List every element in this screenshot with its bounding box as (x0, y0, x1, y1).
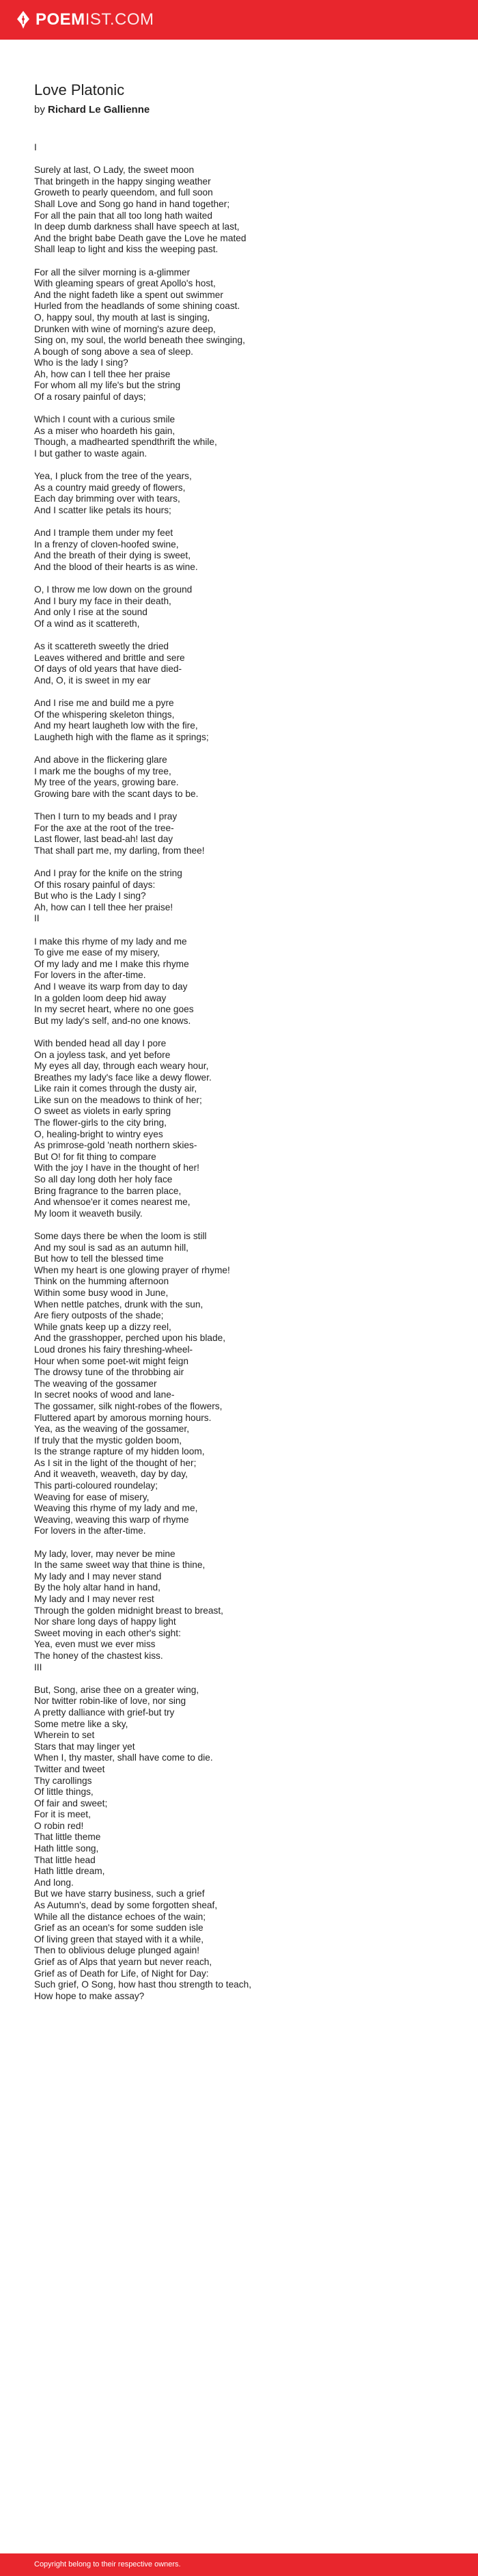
poem-line: Hour when some poet-wit might feign (34, 1355, 188, 1366)
poem-line: My lady and I may never stand (34, 1571, 162, 1582)
poem-line: That bringeth in the happy singing weather (34, 176, 211, 187)
poem-stanza (34, 641, 451, 686)
poem-line: I make this rhyme of my lady and me (34, 936, 187, 947)
poem-line: And I trample them under my feet (34, 528, 173, 539)
poem-line: When my heart is one glowing prayer of rhyme! (34, 1264, 230, 1275)
poem-stanza (34, 698, 451, 743)
poem-line: My tree of the years, growing bare. (34, 777, 179, 788)
poem-line: And I bury my face in their death, (34, 595, 171, 606)
poem-line: Last flower, last bead-ah! last day (34, 834, 173, 845)
poem-line: Stars that may linger yet (34, 1741, 135, 1752)
poem-line: While gnats keep up a dizzy reel, (34, 1321, 171, 1332)
poem-stanza (34, 142, 451, 154)
poem-line: Though, a madhearted spendthrift the while, (34, 437, 217, 448)
poem-line: In deep dumb darkness shall have speech at last, (34, 221, 240, 232)
poem-line: My lady and I may never rest (34, 1594, 154, 1604)
poem-line: In my secret heart, where no one goes (34, 1004, 194, 1015)
poem-stanza (34, 1549, 451, 1674)
poem-body (34, 142, 451, 2002)
poem-line: My loom it weaveth busily. (34, 1208, 143, 1219)
poem-line: In a golden loom deep hid away (34, 992, 167, 1003)
poem-line: And only I rise at the sound (34, 607, 147, 618)
poem-line: O, healing-bright to wintry eyes (34, 1128, 163, 1139)
poem-line: Shall Love and Song go hand in hand together; (34, 198, 230, 209)
poem-line: And the breath of their dying is sweet, (34, 550, 191, 561)
poem-line: The gossamer, silk night-robes of the flowers, (34, 1400, 223, 1411)
poem-line: Of the whispering skeleton things, (34, 709, 175, 720)
poem-line: Grief as an ocean's for some sudden isle (34, 1923, 203, 1934)
poem-line: Nor share long days of happy light (34, 1616, 176, 1627)
poem-line: The weaving of the gossamer (34, 1378, 157, 1389)
poem-line: Is the strange rapture of my hidden loom, (34, 1446, 205, 1457)
poem-line: Like sun on the meadows to think of her; (34, 1094, 202, 1105)
poem-line: Fluttered apart by amorous morning hours. (34, 1412, 212, 1423)
poem-line: Sweet moving in each other's sight: (34, 1627, 181, 1638)
poem-line: As a country maid greedy of flowers, (34, 482, 186, 493)
poem-line: Are fiery outposts of the shade; (34, 1310, 164, 1321)
poem-line: Loud drones his fairy threshing-wheel- (34, 1344, 193, 1355)
poem-line: The honey of the chastest kiss. (34, 1650, 163, 1661)
poem-line: How hope to make assay? (34, 1990, 145, 2001)
poem-line: As primrose-gold 'neath northern skies- (34, 1140, 197, 1151)
poem-line: Shall leap to light and kiss the weeping past. (34, 244, 219, 255)
poem-line: I mark me the boughs of my tree, (34, 765, 171, 776)
poem-line: Hurled from the headlands of some shining coast. (34, 301, 240, 312)
poem-line: Of fair and sweet; (34, 1798, 108, 1808)
author-link[interactable]: Richard Le Gallienne (48, 104, 150, 116)
poem-line: Hath little dream, (34, 1866, 105, 1877)
poem-line: Grief as of Death for Life, of Night for Day: (34, 1968, 209, 1979)
poem-line: Yea, I pluck from the tree of the years, (34, 471, 192, 482)
poem-line: Weaving for ease of misery, (34, 1491, 150, 1502)
poem-line: And I pray for the knife on the string (34, 868, 182, 878)
poem-line: With gleaming spears of great Apollo's host, (34, 278, 216, 289)
poem-line: But how to tell the blessed time (34, 1253, 164, 1264)
poem-line: And it weaveth, weaveth, day by day, (34, 1469, 188, 1480)
poem-line: O sweet as violets in early spring (34, 1106, 171, 1117)
poem-line: II (34, 913, 40, 924)
poem-line: That little theme (34, 1832, 101, 1843)
poem-line: For the axe at the root of the tree- (34, 822, 174, 833)
poem-line: Yea, as the weaving of the gossamer, (34, 1424, 190, 1435)
poem-stanza (34, 414, 451, 459)
poem-line: For all the silver morning is a-glimmer (34, 267, 191, 277)
poem-line: As a miser who hoardeth his gain, (34, 425, 175, 436)
poem-line: I but gather to waste again. (34, 448, 147, 459)
poem-stanza (34, 811, 451, 856)
poem-line: Each day brimming over with tears, (34, 493, 180, 504)
poem-line: Of a wind as it scattereth, (34, 618, 140, 629)
poem-line: For it is meet, (34, 1809, 91, 1820)
poem-line: Breathes my lady's face like a dewy flower. (34, 1072, 212, 1083)
poem-line: Of a rosary painful of days; (34, 392, 146, 403)
poem-line: Growing bare with the scant days to be. (34, 788, 199, 799)
poem-line: Weaving this rhyme of my lady and me, (34, 1503, 198, 1514)
poem-line: On a joyless task, and yet before (34, 1049, 171, 1060)
poem-line: And the bright babe Death gave the Love he mated (34, 232, 247, 243)
poem-line: By the holy altar hand in hand, (34, 1582, 160, 1593)
poem-line: And I scatter like petals its hours; (34, 505, 171, 515)
poem-line: My eyes all day, through each weary hour, (34, 1061, 209, 1072)
poem-line: Thy carollings (34, 1775, 92, 1786)
poem-line: When I, thy master, shall have come to die. (34, 1752, 213, 1763)
poem-title: Love Platonic (34, 81, 125, 98)
poem-line: That little head (34, 1854, 96, 1865)
poem-line: Yea, even must we ever miss (34, 1639, 156, 1650)
poem-line: With bended head all day I pore (34, 1038, 167, 1048)
pen-nib-icon (15, 10, 31, 29)
poem-line: Who is the lady I sing? (34, 357, 128, 368)
poem-line: Then to oblivious deluge plunged again! (34, 1945, 199, 1956)
poem-line: As Autumn's, dead by some forgotten sheaf, (34, 1900, 218, 1911)
poem-line: But my lady's self, and-no one knows. (34, 1015, 191, 1026)
poem-line: Of days of old years that have died- (34, 664, 182, 675)
poem-line: Groweth to pearly queendom, and full soon (34, 187, 213, 198)
poem-line: But, Song, arise thee on a greater wing, (34, 1684, 199, 1695)
poem-line: That shall part me, my darling, from thee! (34, 845, 205, 856)
poem-line: Grief as of Alps that yearn but never reach, (34, 1957, 212, 1967)
poem-line: And I rise me and build me a pyre (34, 698, 174, 709)
poem-line: Like rain it comes through the dusty air, (34, 1083, 197, 1094)
poem-stanza (34, 755, 451, 800)
poem-line: To give me ease of my misery, (34, 947, 160, 958)
poem-line: Nor twitter robin-like of love, nor sing (34, 1696, 186, 1707)
poem-line: And long. (34, 1877, 74, 1888)
poem-line: I (34, 142, 37, 152)
poem-stanza (34, 267, 451, 403)
poem-line: Some metre like a sky, (34, 1718, 128, 1729)
poem-line: For all the pain that all too long hath waited (34, 210, 212, 221)
poem-line: Some days there be when the loom is still (34, 1231, 207, 1241)
poem-line: Laugheth high with the flame as it springs; (34, 731, 209, 742)
poem-line: Through the golden midnight breast to breast, (34, 1605, 223, 1616)
poem-line: Bring fragrance to the barren place, (34, 1185, 182, 1196)
copyright-notice: Copyright belong to their respective owners. (34, 2560, 181, 2568)
poem-line: Within some busy wood in June, (34, 1287, 169, 1298)
poem-line: As I sit in the light of the thought of her; (34, 1457, 197, 1468)
site-header (0, 0, 478, 40)
poem-line: Then I turn to my beads and I pray (34, 811, 178, 822)
poem-line: Ah, how can I tell thee her praise (34, 368, 171, 379)
poem-line: If truly that the mystic golden boom, (34, 1435, 182, 1446)
poem-line: Twitter and tweet (34, 1763, 105, 1774)
poem-line: Wherein to set (34, 1730, 95, 1741)
poem-line: For lovers in the after-time. (34, 970, 146, 981)
poem-line: As it scattereth sweetly the dried (34, 641, 169, 652)
poem-line: This parti-coloured roundelay; (34, 1480, 158, 1491)
poem-line: For whom all my life's but the string (34, 380, 181, 391)
poem-line: Which I count with a curious smile (34, 414, 175, 425)
poem-line: In a frenzy of cloven-hoofed swine, (34, 539, 179, 550)
poem-line: And my soul is sad as an autumn hill, (34, 1242, 188, 1253)
by-label: by (34, 104, 45, 116)
logo-text-bold: POEM (36, 10, 85, 29)
poem-line: The flower-girls to the city bring, (34, 1117, 167, 1128)
poem-line: III (34, 1662, 42, 1672)
poem-line: Sing on, my soul, the world beneath thee swinging, (34, 335, 245, 346)
poem-line: And I weave its warp from day to day (34, 981, 188, 992)
poem-line: And the blood of their hearts is as wine. (34, 561, 198, 572)
poem-line: With the joy I have in the thought of her! (34, 1163, 199, 1174)
poem-stanza (34, 1685, 451, 2003)
poem-line: The drowsy tune of the throbbing air (34, 1367, 184, 1378)
poem-line: In the same sweet way that thine is thine, (34, 1560, 206, 1571)
poem-line: Of my lady and me I make this rhyme (34, 958, 189, 969)
poem-line: Think on the humming afternoon (34, 1276, 169, 1287)
poem-line: Drunken with wine of morning's azure deep, (34, 323, 216, 334)
site-logo[interactable] (15, 9, 154, 31)
poem-stanza (34, 471, 451, 516)
poem-line: Ah, how can I tell thee her praise! (34, 901, 173, 912)
poem-stanza (34, 1231, 451, 1537)
poem-stanza (34, 165, 451, 256)
poem-line: But who is the Lady I sing? (34, 891, 146, 901)
poem-line: Hath little song, (34, 1843, 99, 1854)
poem-line: And above in the flickering glare (34, 755, 167, 765)
byline (34, 103, 451, 118)
poem-line: But we have starry business, such a grief (34, 1888, 205, 1899)
poem-line: Surely at last, O Lady, the sweet moon (34, 165, 195, 176)
poem-line: Of little things, (34, 1787, 94, 1798)
poem-content (34, 81, 451, 2014)
logo-text-light: IST.COM (85, 10, 154, 29)
poem-line: Of living green that stayed with it a while, (34, 1934, 204, 1944)
poem-line: And whensoe'er it comes nearest me, (34, 1197, 191, 1208)
poem-line: And my heart laugheth low with the fire, (34, 720, 198, 731)
poem-line: Such grief, O Song, how hast thou strength to teach, (34, 1979, 252, 1990)
poem-line: My lady, lover, may never be mine (34, 1548, 175, 1559)
poem-line: And, O, it is sweet in my ear (34, 675, 151, 686)
poem-line: O, I throw me low down on the ground (34, 584, 193, 595)
poem-line: Leaves withered and brittle and sere (34, 652, 185, 663)
poem-stanza (34, 936, 451, 1027)
poem-stanza (34, 1038, 451, 1220)
poem-line: While all the distance echoes of the wain; (34, 1911, 206, 1922)
poem-line: A bough of song above a sea of sleep. (34, 346, 193, 357)
poem-line: In secret nooks of wood and lane- (34, 1389, 175, 1400)
site-footer (0, 2553, 478, 2576)
poem-line: O robin red! (34, 1820, 84, 1831)
poem-line: And the grasshopper, perched upon his blade, (34, 1333, 226, 1344)
poem-stanza (34, 868, 451, 925)
poem-line: Weaving, weaving this warp of rhyme (34, 1514, 189, 1525)
poem-line: So all day long doth her holy face (34, 1174, 173, 1185)
poem-stanza (34, 584, 451, 629)
poem-stanza (34, 528, 451, 573)
poem-line: O, happy soul, thy mouth at last is singing, (34, 312, 210, 323)
poem-line: Of this rosary painful of days: (34, 879, 156, 890)
poem-line: But O! for fit thing to compare (34, 1151, 156, 1162)
poem-line: A pretty dalliance with grief-but try (34, 1707, 175, 1718)
poem-line: And the night fadeth like a spent out swimmer (34, 289, 223, 300)
poem-line: When nettle patches, drunk with the sun, (34, 1299, 203, 1310)
poem-line: For lovers in the after-time. (34, 1526, 146, 1536)
